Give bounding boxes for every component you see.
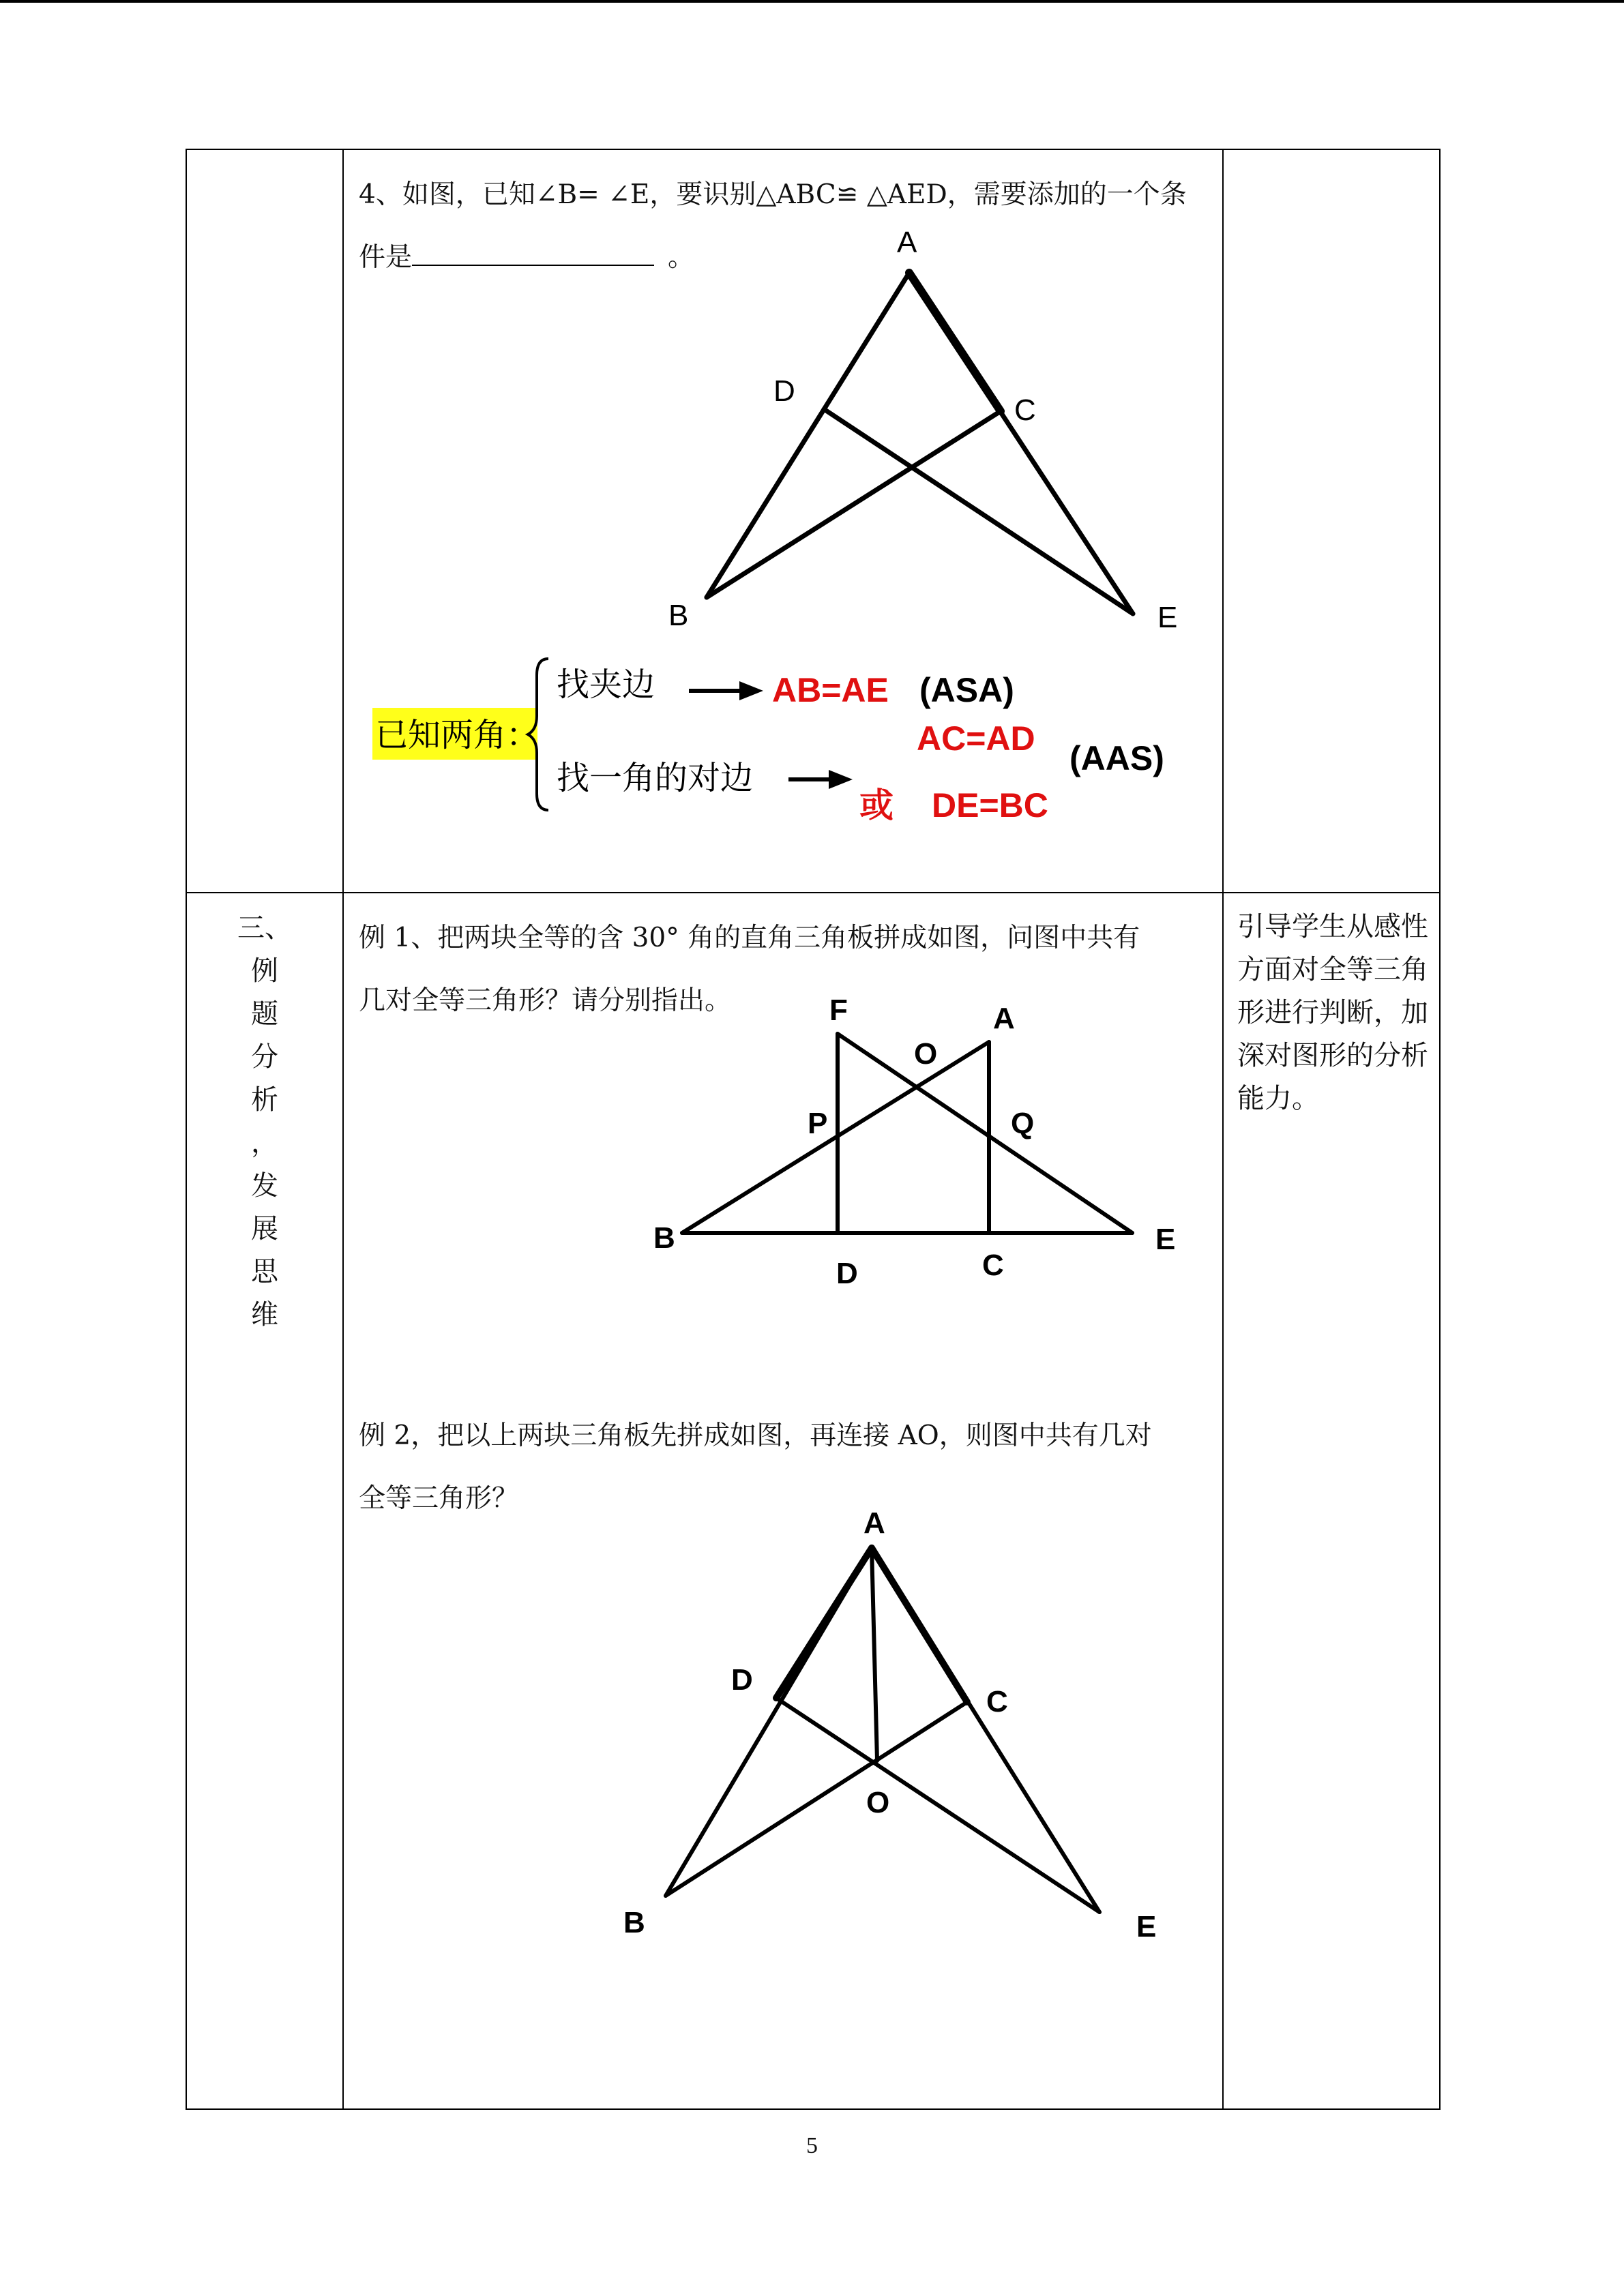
segment-BC <box>707 411 1001 597</box>
segment-BC <box>666 1702 967 1896</box>
arrow2-head <box>829 770 853 789</box>
section-title-char: 发 <box>251 1170 278 1202</box>
summary-lead: 已知两角： <box>375 716 540 754</box>
branch2-label: 找一角的对边 <box>557 759 754 797</box>
example2-figure <box>344 893 1224 2110</box>
section-title-char: ， <box>251 1127 278 1159</box>
problem4-figure <box>344 150 1224 893</box>
label-E: E <box>1155 1223 1176 1256</box>
section-title-char: 展 <box>251 1213 278 1244</box>
section-title-char: 析 <box>251 1084 278 1116</box>
problem4-line2-suffix: 。 <box>668 242 695 273</box>
branch1-answer: AB=AE <box>772 671 889 709</box>
examples-cell <box>343 893 1223 2109</box>
label-B: B <box>653 1221 675 1255</box>
label-C: C <box>986 1685 1008 1718</box>
problem4-line1: 4、如图，已知∠B= ∠E，要识别△ABC≌ △AED，需要添加的一个条 <box>359 179 1187 210</box>
label-O: O <box>866 1786 890 1819</box>
branch1-rule: (ASA) <box>919 671 1014 709</box>
label-D: D <box>731 1663 753 1697</box>
example2-line2: 全等三角形？ <box>359 1483 519 1514</box>
example1-line1: 例 1、把两块全等的含 30° 角的直角三角板拼成如图，问图中共有 <box>359 923 1140 953</box>
example2-line1: 例 2，把以上两块三角板先拼成如图，再连接 AO，则图中共有几对 <box>359 1420 1152 1451</box>
problem4-cell <box>343 149 1223 893</box>
section-title-char: 例 <box>251 955 278 987</box>
segment-AC-bold <box>909 273 1001 411</box>
label-O: O <box>914 1037 938 1071</box>
problem4-line2-prefix: 件是 <box>359 242 413 273</box>
section-title-char: 维 <box>251 1299 278 1330</box>
section-title-char: 题 <box>251 998 278 1030</box>
section-title-cell <box>186 893 343 2109</box>
section-title <box>187 907 342 1337</box>
branch2-rule: (AAS) <box>1069 739 1164 777</box>
branch2-answer2: DE=BC <box>932 786 1048 824</box>
segment-DE <box>776 1698 1099 1912</box>
label-D: D <box>836 1257 858 1290</box>
label-B: B <box>668 599 689 632</box>
label-A: A <box>993 1002 1015 1035</box>
label-C: C <box>982 1249 1004 1282</box>
page-number: 5 <box>806 2133 818 2158</box>
label-E: E <box>1157 601 1178 634</box>
top-rule <box>0 0 1624 3</box>
teaching-note: 引导学生从感性方面对全等三角形进行判断，加深对图形的分析能力。 <box>1237 911 1428 1114</box>
segment-AD-bold <box>776 1548 872 1698</box>
segment-AB <box>707 273 909 597</box>
row1-section-cell <box>186 149 343 893</box>
section-title-char: 三、 <box>237 912 292 944</box>
label-P: P <box>808 1107 828 1140</box>
table-row <box>186 149 1440 893</box>
label-A: A <box>897 226 917 259</box>
example1-line2: 几对全等三角形？请分别指出。 <box>359 985 732 1016</box>
note-cell <box>1223 893 1440 2109</box>
branch1-label: 找夹边 <box>557 666 655 704</box>
lesson-table <box>186 149 1441 2110</box>
label-D: D <box>773 374 795 408</box>
label-C: C <box>1014 393 1036 427</box>
branch2-answer1: AC=AD <box>917 719 1035 758</box>
arrow1-head <box>739 681 763 700</box>
section-title-char: 分 <box>251 1041 278 1073</box>
branch2-or: 或 <box>859 786 894 825</box>
label-E: E <box>1136 1910 1157 1943</box>
table-row <box>186 893 1440 2109</box>
row1-note-cell <box>1223 149 1440 893</box>
segment-AO <box>872 1548 877 1761</box>
label-A: A <box>863 1506 885 1540</box>
label-Q: Q <box>1011 1107 1035 1140</box>
segment-DE <box>824 409 1133 614</box>
label-B: B <box>623 1906 645 1939</box>
label-F: F <box>829 994 848 1027</box>
segment-AC-bold <box>872 1548 967 1702</box>
section-title-char: 思 <box>251 1256 278 1287</box>
